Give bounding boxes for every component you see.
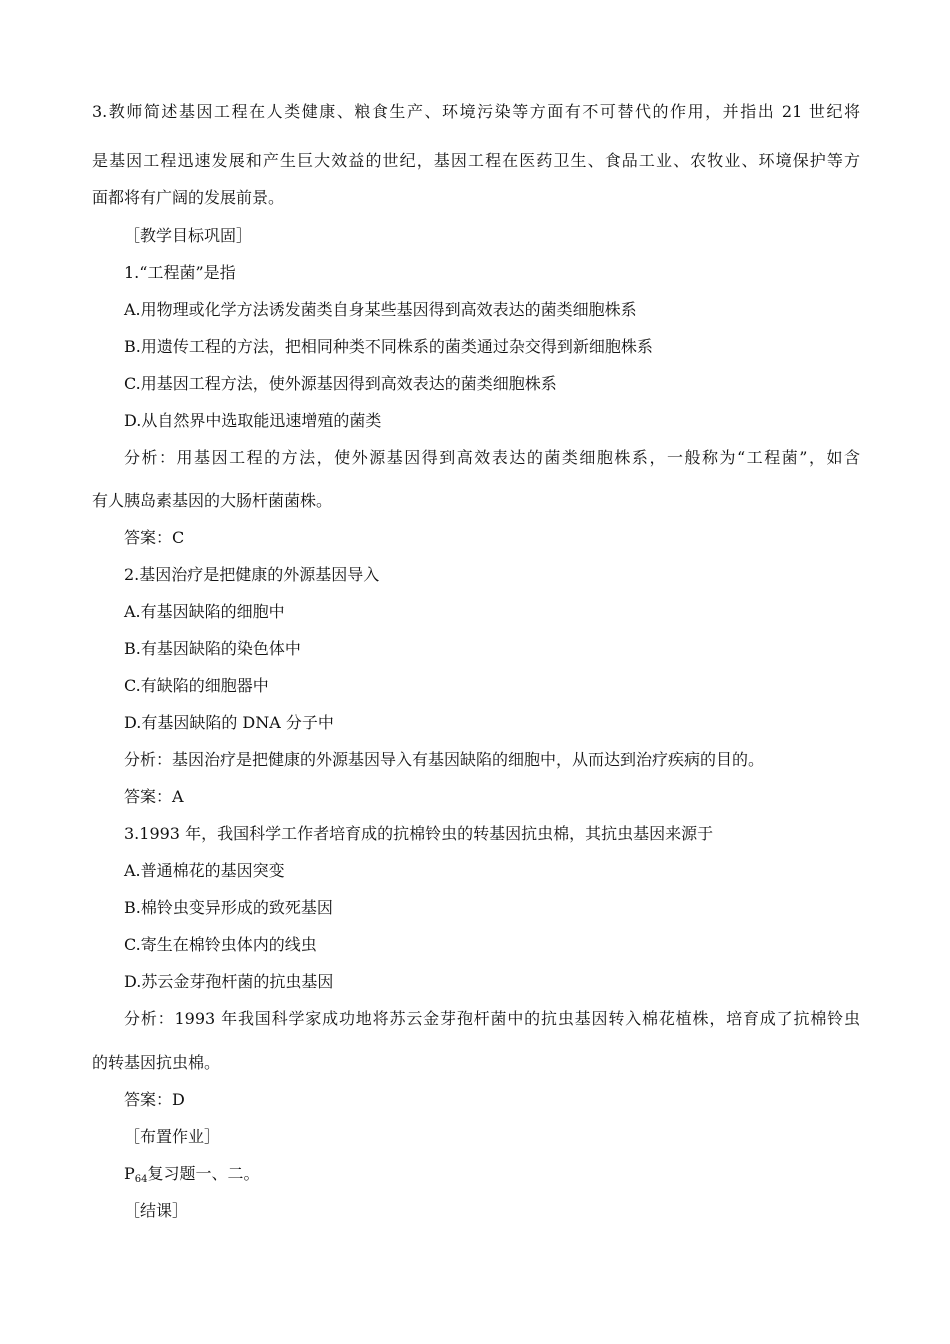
homework-page-number: 64	[134, 1174, 148, 1185]
q1-option-b: B.用遗传工程的方法，把相同种类不同株系的菌类通过杂交得到新细胞株系	[124, 337, 653, 356]
q3-option-a: A.普通棉花的基因突变	[124, 861, 285, 880]
q2-option-a: A.有基因缺陷的细胞中	[124, 602, 285, 621]
intro-line-3: 面都将有广阔的发展前景。	[92, 188, 285, 207]
q3-analysis-line-1: 分析：1993 年我国科学家成功地将苏云金芽孢杆菌中的抗虫基因转入棉花植株，培育成了抗棉铃虫	[124, 1009, 860, 1028]
q3-option-b: B.棉铃虫变异形成的致死基因	[124, 898, 333, 917]
q2-option-b: B.有基因缺陷的染色体中	[124, 639, 301, 658]
q1-stem: 1.“工程菌”是指	[124, 263, 236, 282]
q2-option-c: C.有缺陷的细胞器中	[124, 676, 269, 695]
q3-stem: 3.1993 年，我国科学工作者培育成的抗棉铃虫的转基因抗虫棉，其抗虫基因来源于	[124, 824, 714, 843]
q3-analysis-line-2: 的转基因抗虫棉。	[92, 1053, 221, 1072]
section-heading-homework: ［布置作业］	[124, 1127, 221, 1146]
q1-option-d: D.从自然界中选取能迅速增殖的菌类	[124, 411, 382, 430]
q1-option-a: A.用物理或化学方法诱发菌类自身某些基因得到高效表达的菌类细胞株系	[124, 300, 637, 319]
q2-answer: 答案：A	[124, 787, 184, 806]
q3-option-d: D.苏云金芽孢杆菌的抗虫基因	[124, 972, 334, 991]
homework-text: 复习题一、二。	[147, 1164, 260, 1183]
q1-answer: 答案：C	[124, 528, 185, 547]
q1-option-c: C.用基因工程方法，使外源基因得到高效表达的菌类细胞株系	[124, 374, 557, 393]
q3-answer: 答案：D	[124, 1090, 185, 1109]
q2-analysis: 分析：基因治疗是把健康的外源基因导入有基因缺陷的细胞中，从而达到治疗疾病的目的。	[124, 750, 765, 769]
q2-option-d: D.有基因缺陷的 DNA 分子中	[124, 713, 334, 732]
q1-analysis-line-1: 分析：用基因工程的方法，使外源基因得到高效表达的菌类细胞株系，一般称为“工程菌”，如含	[124, 448, 860, 467]
q3-option-c: C.寄生在棉铃虫体内的线虫	[124, 935, 317, 954]
section-heading-review: ［教学目标巩固］	[124, 226, 253, 245]
q1-analysis-line-2: 有人胰岛素基因的大肠杆菌菌株。	[92, 491, 333, 510]
section-heading-end: ［结课］	[124, 1201, 189, 1220]
homework-line	[124, 1163, 260, 1185]
q2-stem: 2.基因治疗是把健康的外源基因导入	[124, 565, 380, 584]
intro-line-2: 是基因工程迅速发展和产生巨大效益的世纪，基因工程在医药卫生、食品工业、农牧业、环境保护等方	[92, 151, 860, 170]
intro-line-1: 3.教师简述基因工程在人类健康、粮食生产、环境污染等方面有不可替代的作用，并指出 21 世纪将	[92, 102, 860, 121]
homework-page-prefix: P	[124, 1164, 135, 1183]
